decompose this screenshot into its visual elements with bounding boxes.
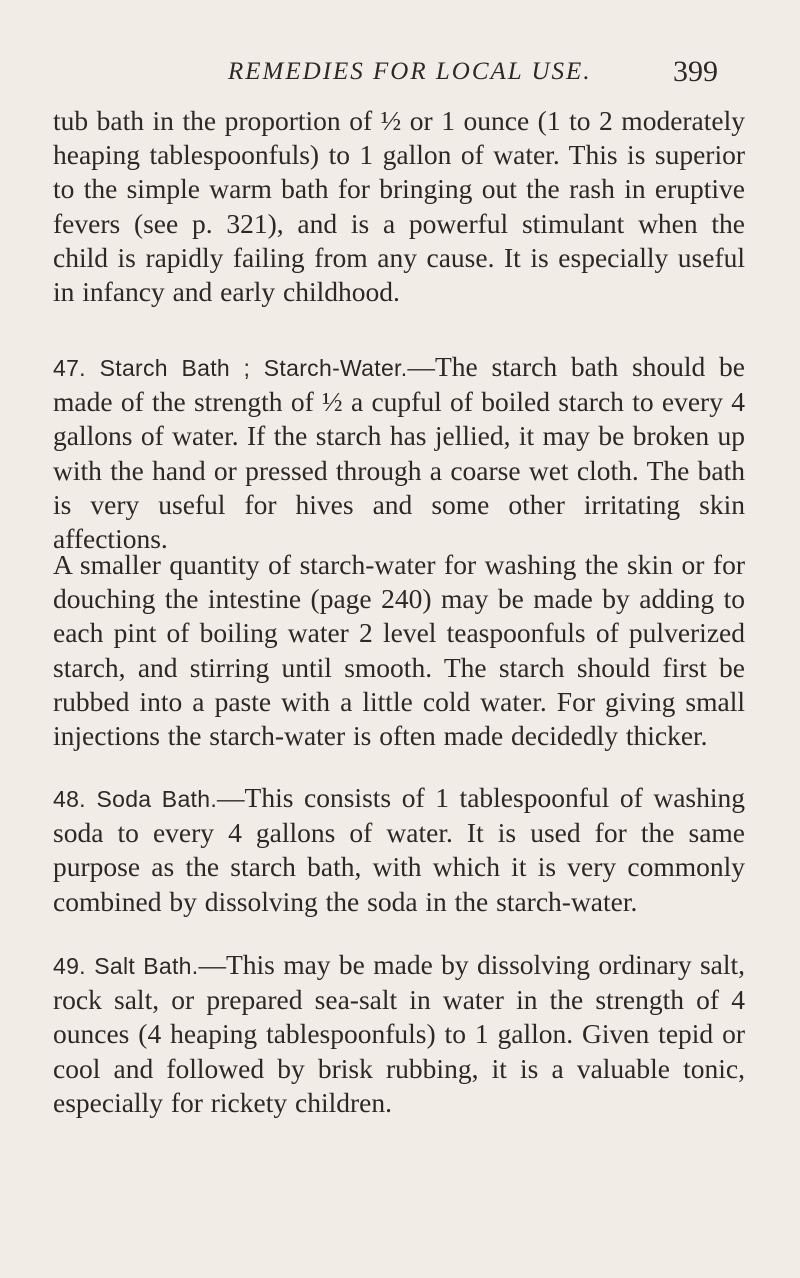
- paragraph-text: A smaller quantity of starch-water for washing the skin or for douching the intestine (page 240) may be made by adding to each pint of boiling water 2 level teaspoonfuls of pulverized starch, and stirring until smooth. The starch should first be rubbed into a paste with a little cold water. For giving small injections the starch-water is often made decidedly thicker.: [53, 549, 745, 752]
- section-heading: Soda Bath.: [96, 786, 218, 812]
- section-number: 49.: [53, 953, 86, 979]
- paragraph-starch-water: [53, 548, 745, 753]
- section-starch-bath: [53, 350, 745, 556]
- section-number: 48.: [53, 786, 86, 812]
- section-body: —This consists of 1 tablespoonful of washing soda to every 4 gallons of water. It is used for the same purpose as the starch bath, with which it is very commonly combined by dissolving the soda in the starch-water.: [53, 782, 746, 917]
- page-number: 399: [673, 55, 718, 88]
- page-header: [0, 55, 800, 98]
- section-body: —This may be made by dissolving ordinary salt, rock salt, or prepared sea-salt in water in the strength of 4 ounces (4 heaping tablespoonfuls) to 1 gallon. Given tepid or cool and followed by brisk rubbing, it is a valuable tonic, especially for rickety children.: [53, 949, 746, 1118]
- paragraph-text: tub bath in the proportion of ½ or 1 ounce (1 to 2 moderately heaping tablespoonfuls) to 1 gallon of water. This is superior to the simple warm bath for bringing out the rash in eruptive fevers (see p. 321), and is a powerful stimulant when the child is rapidly failing from any cause. It is especially useful in infancy and early childhood.: [53, 105, 745, 308]
- paragraph-bath-continuation: [53, 104, 745, 309]
- section-salt-bath: [53, 948, 745, 1120]
- section-number: 47.: [53, 355, 86, 381]
- section-soda-bath: [53, 781, 745, 919]
- section-body: —The starch bath should be made of the strength of ½ a cupful of boiled starch to every 4 gallons of water. If the starch has jellied, it may be broken up with the hand or pressed through a coarse wet cloth. The bath is very useful for hives and some other irritating skin affections.: [53, 351, 745, 555]
- section-heading: Starch Bath ; Starch-Water.: [99, 355, 408, 381]
- section-heading: Salt Bath.: [94, 953, 199, 979]
- running-head: REMEDIES FOR LOCAL USE.: [228, 58, 592, 85]
